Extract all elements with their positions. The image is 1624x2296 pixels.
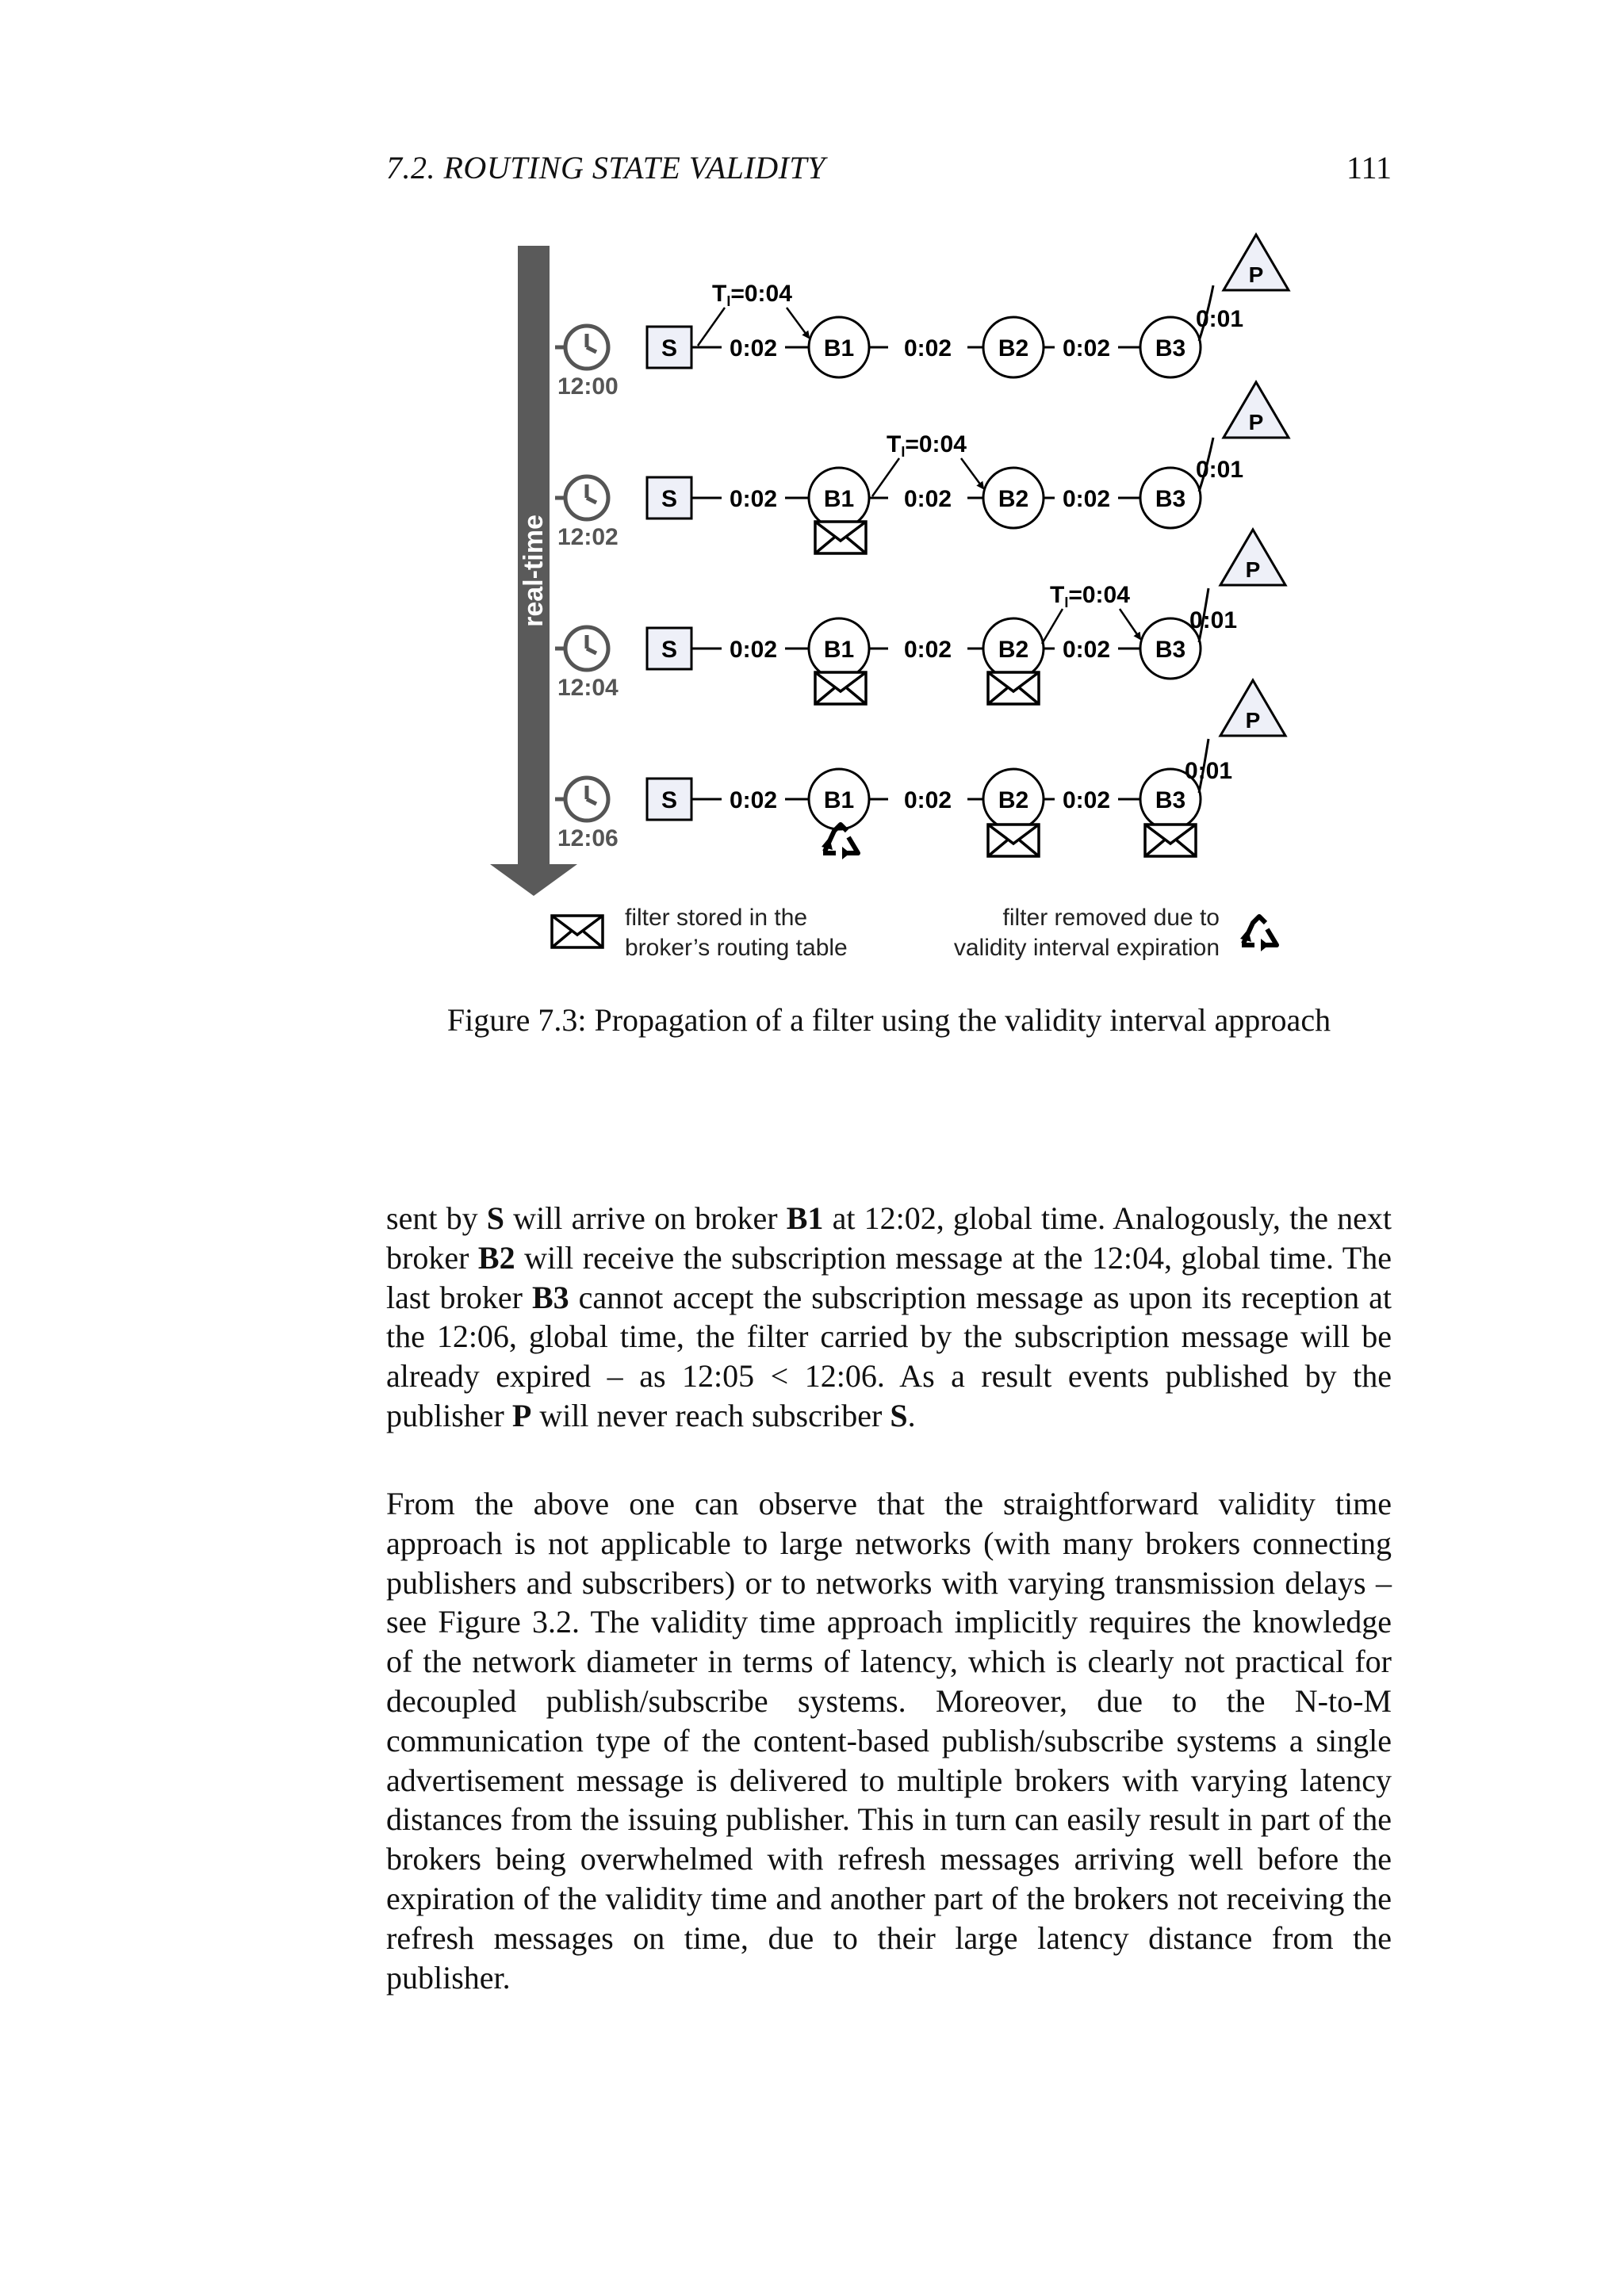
row-3 bbox=[555, 530, 1285, 704]
row4-publisher: P bbox=[1245, 708, 1261, 733]
row3-broker3: B3 bbox=[1155, 637, 1186, 663]
row2-validity: $T_I=0:04$ bbox=[887, 431, 967, 460]
p1-text-5: cannot accept the subscription message as upon its reception at the 12:06, global time, the filter carried by the subscription message will be already expired – as 12:05 < 12:06. As a result events published by the publisher bbox=[386, 1279, 1392, 1433]
row1-broker3: B3 bbox=[1155, 335, 1186, 362]
row1-broker1: B1 bbox=[823, 335, 855, 362]
row1-publisher: P bbox=[1248, 262, 1264, 287]
row1-delay3: 0:02 bbox=[1062, 335, 1111, 362]
paragraph-2-text: From the above one can observe that the straightforward validity time approach is not applicable to large networks (with many brokers connecting publishers and subscribers) or to networks with varying transmission delays – see Figure 3.2. The validity time approach implicitly requires the knowledge of the network diameter in terms of latency, which is clearly not practical for decoupled publish/subscribe systems. Moreover, due to the N-to-M communication type of the content-based publish/subscribe systems a single advertisement message is delivered to multiple brokers with varying latency distances from the issuing publisher. This in turn can easily result in part of the brokers being overwhelmed with refresh messages arriving well before the expiration of the validity time and another part of the brokers not receiving the refresh messages on time, due to their large latency distance from the publisher. bbox=[386, 1486, 1392, 1996]
p1-bold-b3: B3 bbox=[531, 1279, 569, 1315]
row3-time: 12:04 bbox=[557, 675, 619, 701]
row2-delay2: 0:02 bbox=[903, 486, 952, 512]
p1-bold-b2: B2 bbox=[477, 1239, 515, 1276]
row1-delay2: 0:02 bbox=[903, 335, 952, 362]
row1-subscriber: S bbox=[661, 335, 678, 362]
row4-delay2: 0:02 bbox=[903, 787, 952, 813]
row2-delay3: 0:02 bbox=[1062, 486, 1111, 512]
legend-removed-line2: validity interval expiration bbox=[953, 935, 1220, 961]
row2-broker1: B1 bbox=[823, 486, 855, 512]
row-1 bbox=[555, 235, 1289, 400]
p1-text-1: sent by bbox=[386, 1200, 487, 1236]
row2-broker3: B3 bbox=[1155, 486, 1186, 512]
row-2 bbox=[555, 382, 1289, 553]
row4-subscriber: S bbox=[661, 787, 678, 813]
paragraph-2 bbox=[386, 1484, 1392, 1997]
row3-broker2: B2 bbox=[998, 637, 1029, 663]
row4-broker2: B2 bbox=[998, 787, 1029, 813]
row1-validity: $T_I=0:04$ bbox=[712, 281, 792, 309]
row1-publisher-delay: 0:01 bbox=[1196, 306, 1244, 332]
section-title: 7.2. ROUTING STATE VALIDITY bbox=[386, 150, 825, 186]
row4-envelope-b2 bbox=[988, 825, 1039, 856]
figure-caption: Figure 7.3: Propagation of a filter using the validity interval approach bbox=[446, 1002, 1331, 1038]
p1-text-6: will never reach subscriber bbox=[531, 1397, 891, 1433]
page-number: 111 bbox=[1346, 150, 1392, 186]
legend-envelope-icon bbox=[552, 916, 603, 947]
row3-validity: $T_I=0:04$ bbox=[1050, 582, 1130, 610]
row3-delay2: 0:02 bbox=[903, 637, 952, 663]
row3-delay3: 0:02 bbox=[1062, 637, 1111, 663]
p1-bold-s: S bbox=[486, 1200, 505, 1236]
legend bbox=[552, 905, 1277, 961]
row2-time: 12:02 bbox=[557, 524, 619, 550]
p1-text-2: will arrive on broker bbox=[504, 1200, 787, 1236]
row1-delay1: 0:02 bbox=[729, 335, 778, 362]
filter-propagation-diagram bbox=[476, 230, 1316, 975]
row1-broker2: B2 bbox=[998, 335, 1029, 362]
row4-delay3: 0:02 bbox=[1062, 787, 1111, 813]
p1-text-7: . bbox=[907, 1397, 916, 1433]
p1-text-4: will receive the subscription message at the 12:04, global time. The last broker bbox=[386, 1239, 1392, 1315]
legend-removed-line1: filter removed due to bbox=[1002, 905, 1220, 931]
row3-delay1: 0:02 bbox=[729, 637, 778, 663]
running-head bbox=[386, 144, 1392, 192]
row3-publisher: P bbox=[1245, 557, 1261, 582]
paragraph-1 bbox=[386, 1199, 1392, 1436]
p1-bold-s2: S bbox=[890, 1397, 908, 1433]
legend-stored-line2: broker’s routing table bbox=[625, 935, 848, 961]
p1-text-3: at 12:02, global time. Analogously, the next broker bbox=[386, 1200, 1392, 1276]
row2-envelope-b1 bbox=[815, 522, 866, 553]
row4-time: 12:06 bbox=[557, 825, 619, 851]
row4-publisher-delay: 0:01 bbox=[1185, 758, 1233, 784]
row-4 bbox=[555, 680, 1285, 859]
figure-7-3 bbox=[476, 230, 1316, 975]
realtime-axis-label: real-time bbox=[519, 515, 549, 627]
row3-envelope-b1 bbox=[815, 672, 866, 704]
row2-publisher: P bbox=[1248, 410, 1264, 434]
row3-envelope-b2 bbox=[988, 672, 1039, 704]
row3-broker1: B1 bbox=[823, 637, 855, 663]
row4-broker1: B1 bbox=[823, 787, 855, 813]
p1-bold-b1: B1 bbox=[786, 1200, 824, 1236]
row4-envelope-b3 bbox=[1145, 825, 1196, 856]
row2-broker2: B2 bbox=[998, 486, 1029, 512]
row2-subscriber: S bbox=[661, 486, 678, 512]
row3-publisher-delay: 0:01 bbox=[1189, 607, 1238, 633]
row4-broker3: B3 bbox=[1155, 787, 1186, 813]
row3-subscriber: S bbox=[661, 637, 678, 663]
row4-delay1: 0:02 bbox=[729, 787, 778, 813]
row2-publisher-delay: 0:01 bbox=[1196, 457, 1244, 483]
legend-stored-line1: filter stored in the bbox=[625, 905, 808, 931]
p1-bold-p: P bbox=[511, 1397, 532, 1433]
row1-time: 12:00 bbox=[557, 373, 619, 400]
legend-recycle-icon bbox=[1240, 916, 1277, 951]
row2-delay1: 0:02 bbox=[729, 486, 778, 512]
